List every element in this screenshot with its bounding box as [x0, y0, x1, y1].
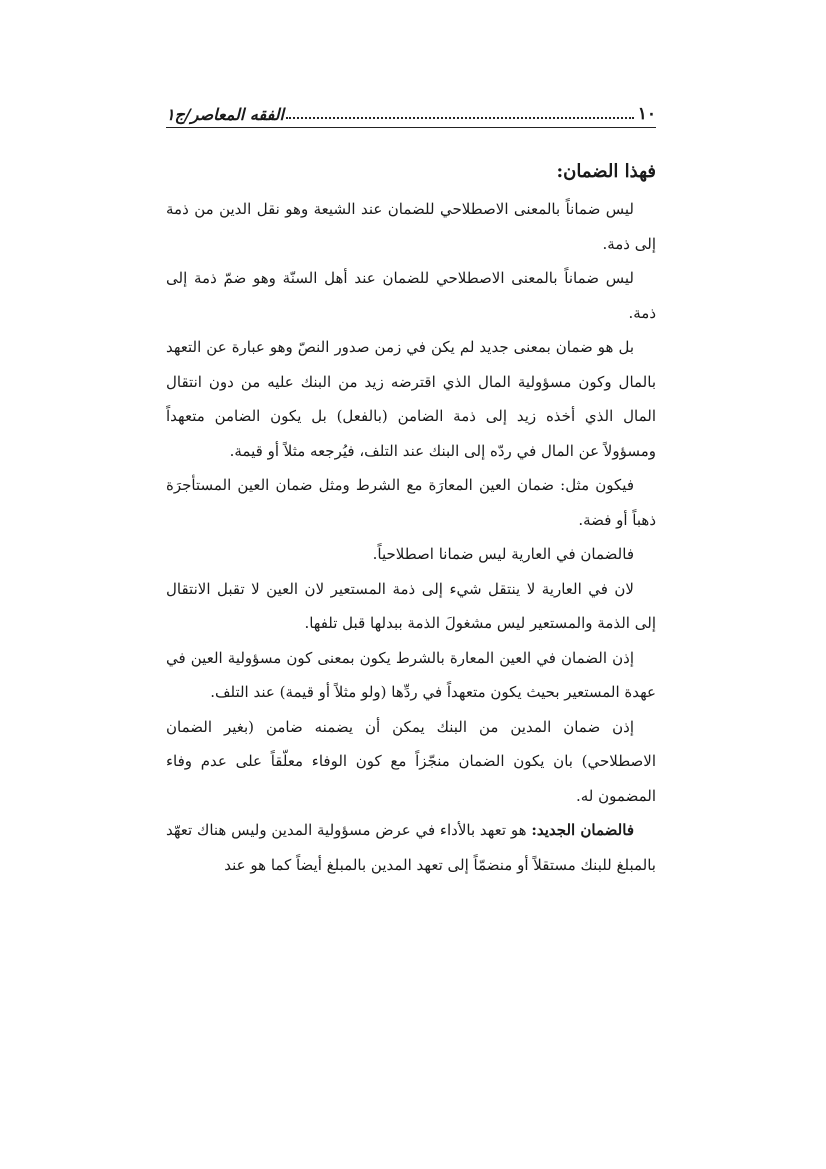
header-rule — [166, 127, 656, 128]
paragraph-6: لان في العارية لا ينتقل شيء إلى ذمة المستعير لان العين لا تقبل الانتقال إلى الذمة والمستعير ليس مشغولَ الذمة ببدلها قبل تلفها. — [166, 579, 656, 632]
final-paragraph-lead: فالضمان الجديد: — [531, 821, 634, 839]
paragraph-5: فالضمان في العارية ليس ضمانا اصطلاحياً. — [372, 545, 634, 563]
paragraph-3: بل هو ضمان بمعنى جديد لم يكن في زمن صدور النصّ وهو عبارة عن التعهد بالمال وكون مسؤولية المال الذي اقترضه زيد من البنك عليه من دون انتقال المال الذي أخذه زيد إلى ذمة الضامن (بالفعل) بل يكون الضامن متعهداً ومسؤولاً عن المال في ردّه إلى البنك عند التلف، فيُرجعه مثلاً أو قيمة. — [166, 338, 656, 460]
paragraph-1: ليس ضماناً بالمعنى الاصطلاحي للضمان عند الشيعة وهو نقل الدين من ذمة إلى ذمة. — [166, 200, 656, 253]
page-header — [166, 92, 656, 124]
paragraph-7: إذن الضمان في العين المعارة بالشرط يكون بمعنى كون مسؤولية العين في عهدة المستعير بحيث يكون متعهداً في ردِّها (ولو مثلاً أو قيمة) عند التلف. — [166, 648, 656, 701]
section-heading: فهذا الضمان: — [556, 161, 656, 182]
page-number: ١٠ — [637, 104, 656, 124]
paragraph-4: فيكون مثل: ضمان العين المعارَة مع الشرط ومثل ضمان العين المستأجرَة ذهباً أو فضة. — [166, 476, 656, 529]
paragraph-8: إذن ضمان المدين من البنك يمكن أن يضمنه ضامن (بغير الضمان الاصطلاحي) بان يكون الضمان منجّزاً مع كون الوفاء معلّقاً على عدم وفاء المضمون له. — [166, 717, 656, 805]
header-leader-dots — [286, 116, 634, 119]
running-title: الفقه المعاصر/ج١ — [166, 105, 284, 124]
paragraph-2: ليس ضماناً بالمعنى الاصطلاحي للضمان عند أهل السنّة وهو ضمّ ذمة إلى ذمة. — [166, 269, 656, 322]
paragraph-final — [166, 813, 656, 882]
page-body — [166, 152, 656, 882]
final-paragraph-text: هو تعهد بالأداء في عرض مسؤولية المدين وليس هناك تعهّد بالمبلغ للبنك مستقلاً أو منضمّاً إلى تعهد المدين بالمبلغ أيضاً كما هو عند — [166, 821, 656, 874]
